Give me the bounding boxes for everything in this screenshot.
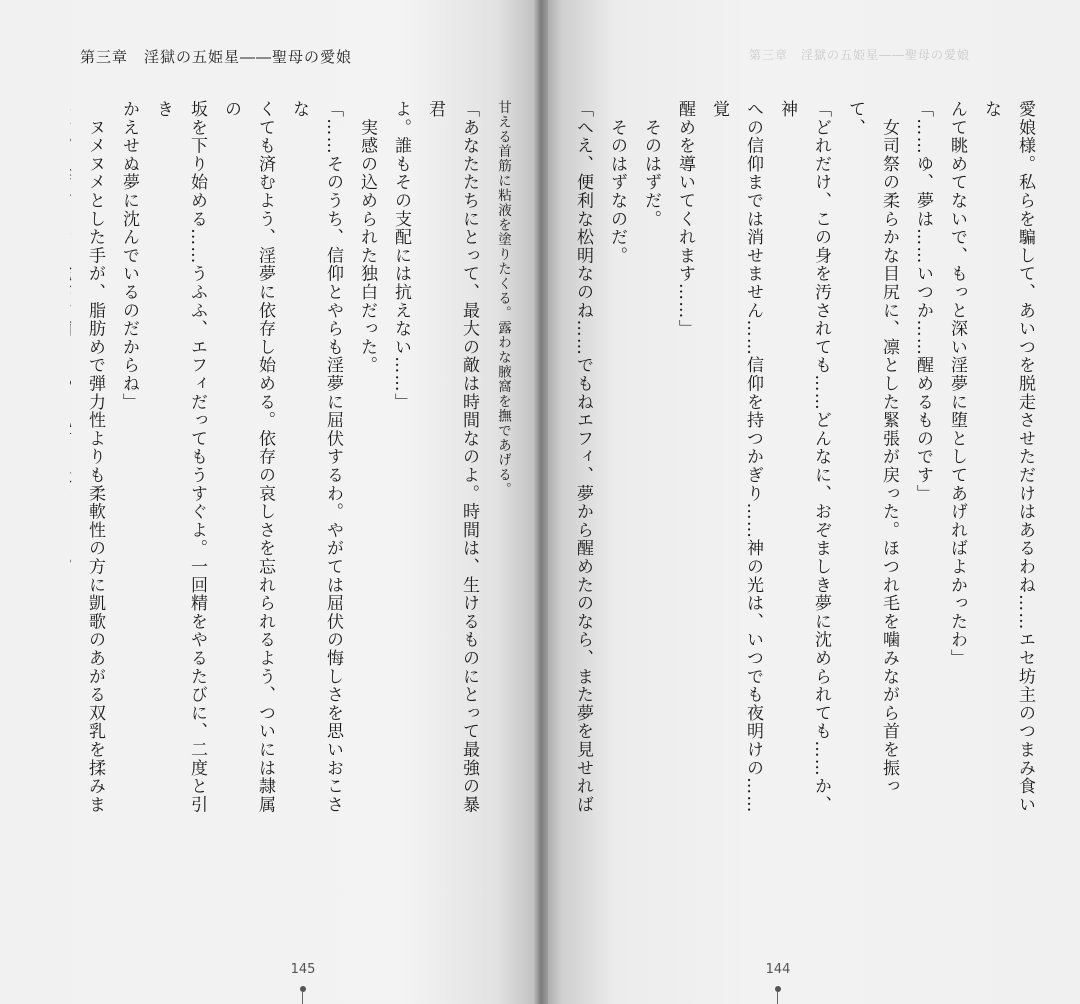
text-line: 甘える首筋に粘液を塗りたくる。露わな腋窩を撫であげる。 <box>495 100 511 497</box>
text-line: 「……そのうち、信仰とやらも淫夢に屈伏するわ。やがては屈伏の悔しさを思いおこさな <box>289 100 343 814</box>
text-line: 女司祭の柔らかな目尻に、凛とした緊張が戻った。ほつれ毛を噛みながら首を振って、 <box>845 100 899 796</box>
text-line: 醒めを導いてくれます……」 <box>675 100 695 338</box>
text-line: 「へえ、便利な松明なのね……でもねエフィ、夢から醒めたのなら、また夢を見せれば <box>573 100 593 814</box>
page-number: 145 <box>290 962 316 977</box>
book-gutter <box>534 0 548 1004</box>
page-marker-dot <box>775 986 781 992</box>
text-line: への信仰までは消せません……信仰を持つかぎり……神の光は、いつでも夜明けの……覚 <box>709 100 763 814</box>
text-line: 坂を下り始める……うふふ、エフィだってもうすぐよ。一回精をやるたびに、二度と引き <box>153 100 207 814</box>
page-marker-line <box>302 992 303 1004</box>
text-line: ヌメヌメとした手が、脂肪めで弾力性よりも柔軟性の方に凱歌のあがる双乳を揉みま <box>85 100 105 814</box>
page-number: 144 <box>765 962 791 977</box>
text-line: 「あなたたちにとって、最大の敵は時間なのよ。時間は、生けるものにとって最強の暴君 <box>425 100 479 814</box>
text-line: 「……ゆ、夢は……いつか……醒めるものです」 <box>913 100 933 503</box>
body-text-right <box>572 100 1042 830</box>
body-text <box>70 100 520 830</box>
running-head-faint: 第三章 淫獄の五姫星――聖母の愛娘 <box>748 48 970 62</box>
text-line: そのはずだ。 <box>641 100 661 229</box>
text-line: んて眺めてないで、もっと深い淫夢に堕としてあげればよかったわ」 <box>947 100 967 668</box>
text-line: かえせぬ夢に沈んでいるのだからね」 <box>119 100 139 412</box>
text-line: よ。誰もその支配には抗えない……」 <box>391 100 411 412</box>
page-marker-dot <box>300 986 306 992</box>
text-line: 実感の込められた独白だった。 <box>357 100 377 375</box>
running-head: 第三章 淫獄の五姫星――聖母の愛娘 <box>80 48 353 66</box>
text-line <box>70 100 78 830</box>
page-marker-line <box>777 992 778 1004</box>
text-line: くても済むよう、淫夢に依存し始める。依存の哀しさを忘れられるよう、ついには隷属の <box>221 100 275 814</box>
text-line: 愛娘様。私らを騙して、あいつを脱走させただけはあるわね……エセ坊主のつまみ食いな <box>981 100 1035 814</box>
text-line: そのはずなのだ。 <box>607 100 627 265</box>
text-line: 「どれだけ、この身を汚されても……どんなに、おぞましき夢に沈められても……か、神 <box>777 100 831 814</box>
